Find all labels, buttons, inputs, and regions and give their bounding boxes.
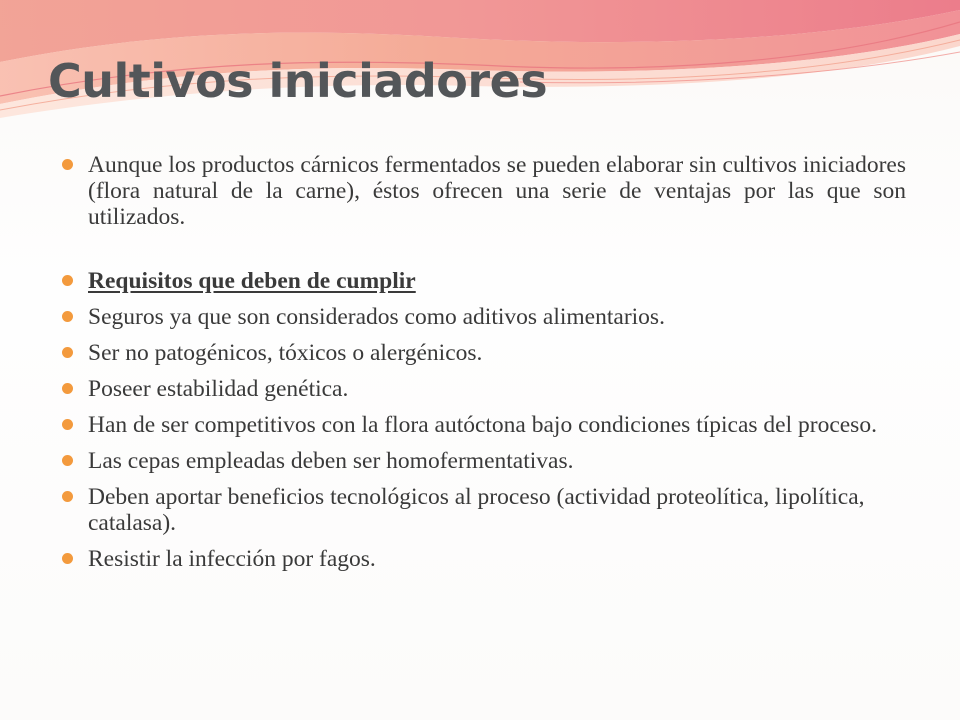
bullet-dot-icon [62, 275, 73, 286]
bullet-item-intro [60, 152, 906, 230]
bullet-dot-icon [62, 159, 73, 170]
bullet-text: Requisitos que deben de cumplir [88, 268, 416, 294]
bullet-dot-icon [62, 553, 73, 564]
bullet-dot-icon [62, 491, 73, 502]
bullet-item [60, 546, 906, 572]
bullet-text: Poseer estabilidad genética. [88, 376, 349, 402]
bullet-dot-icon [62, 419, 73, 430]
bullet-dot-icon [62, 455, 73, 466]
slide-title: Cultivos iniciadores [48, 54, 548, 108]
bullet-dot-icon [62, 347, 73, 358]
bullet-item [60, 376, 906, 402]
bullet-dot-icon [62, 311, 73, 322]
bullet-item-requirements-heading [60, 268, 906, 294]
bullet-text: Resistir la infección por fagos. [88, 546, 376, 572]
bullet-item [60, 340, 906, 366]
bullet-text: Han de ser competitivos con la flora autóctona bajo condiciones típicas del proceso. [88, 412, 877, 438]
bullet-text: Seguros ya que son considerados como aditivos alimentarios. [88, 304, 665, 330]
bullet-text: Deben aportar beneficios tecnológicos al proceso (actividad proteolítica, lipolítica, catalasa). [88, 484, 865, 536]
bullet-item [60, 484, 906, 536]
bullet-item [60, 412, 906, 438]
bullet-text: Ser no patogénicos, tóxicos o alergénicos. [88, 340, 483, 366]
bullet-text: Las cepas empleadas deben ser homofermentativas. [88, 448, 574, 474]
bullet-dot-icon [62, 383, 73, 394]
bullet-list [60, 152, 906, 582]
bullet-text: Aunque los productos cárnicos fermentados se pueden elaborar sin cultivos iniciadores (flora natural de la carne), éstos ofrecen una serie de ventajas por las que son utilizados. [88, 152, 906, 230]
bullet-item [60, 448, 906, 474]
bullet-item [60, 304, 906, 330]
